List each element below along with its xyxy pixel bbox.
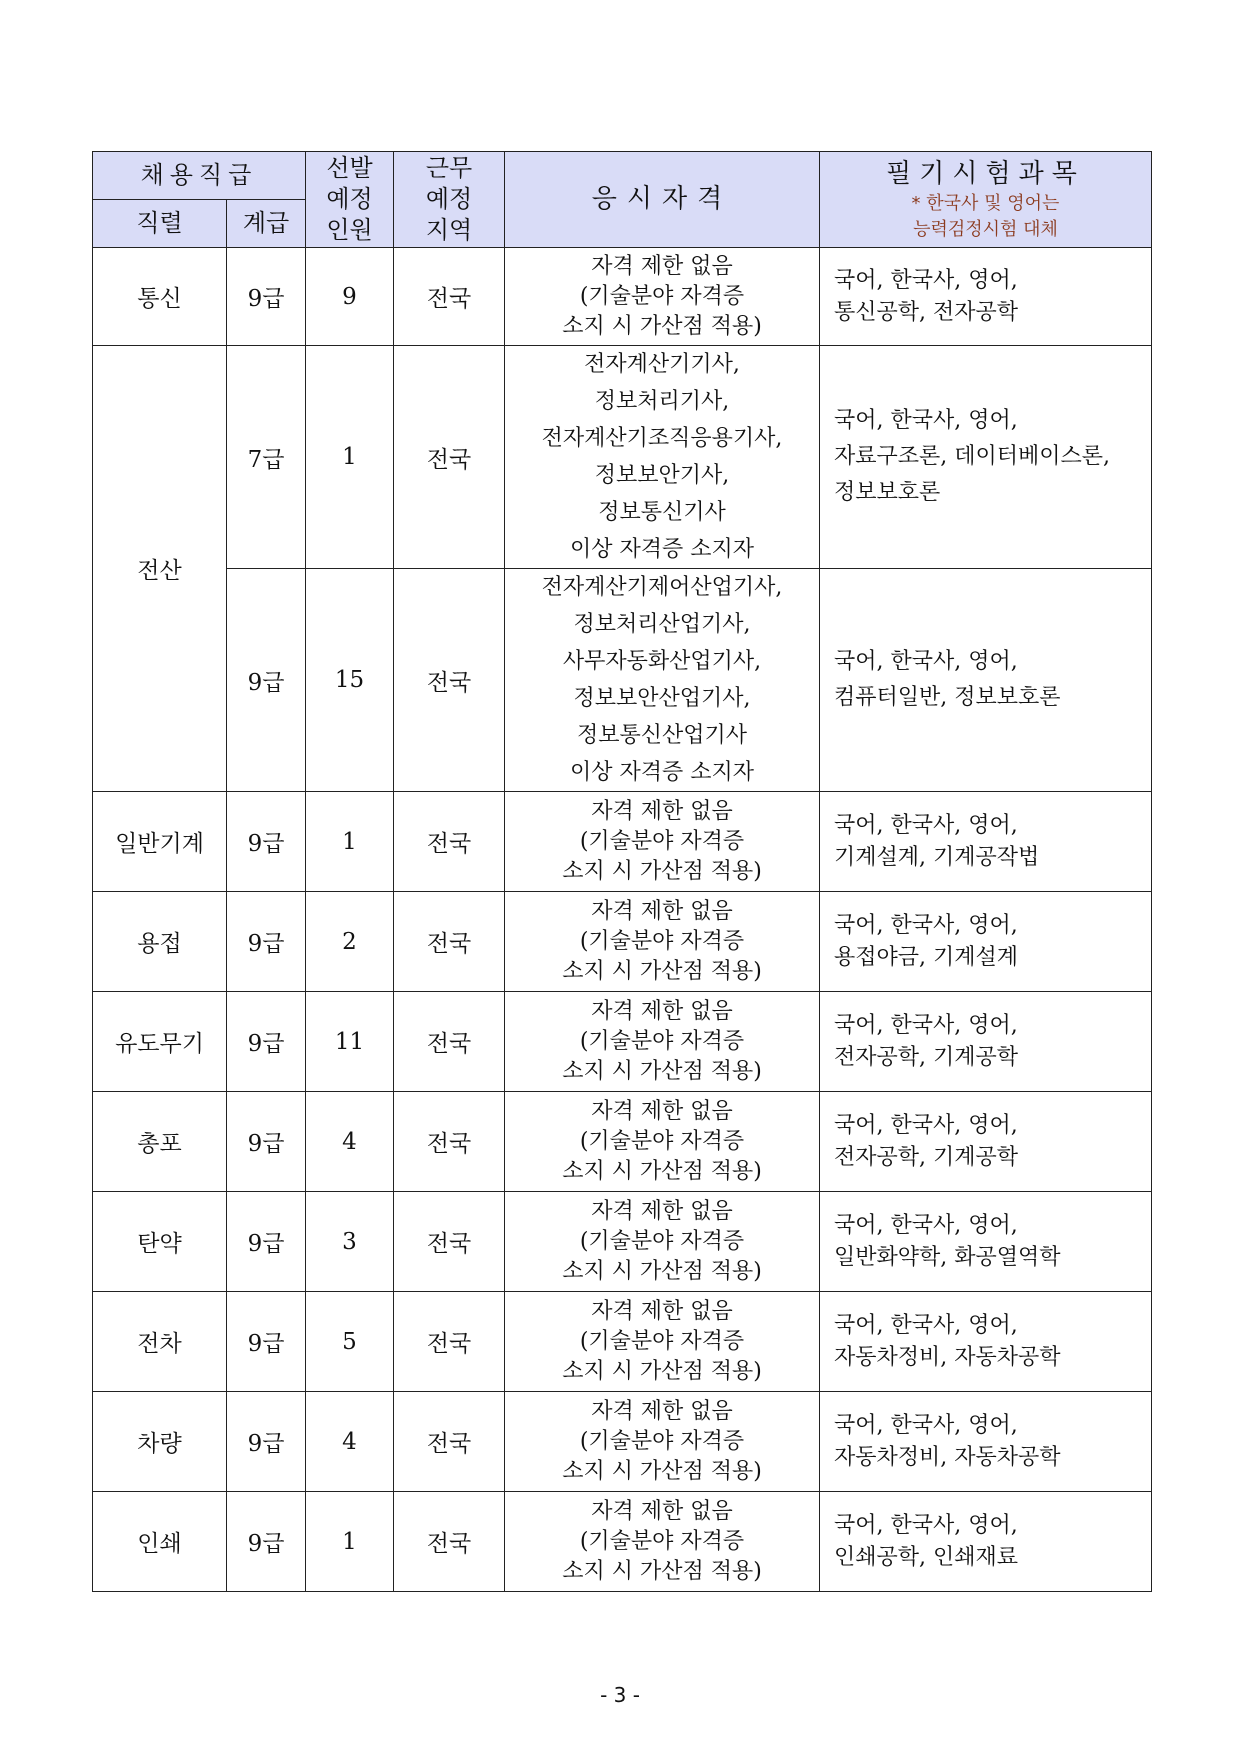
header-selection-count: [306, 152, 394, 248]
qual-line: 소지 시 가산점 적용): [562, 1458, 762, 1484]
qual-line: (기술분야 자격증: [579, 1228, 745, 1254]
qual-line: 소지 시 가산점 적용): [562, 1358, 762, 1384]
grade-cell: 9급: [227, 892, 306, 992]
subject-line: 용접야금, 기계설계: [834, 944, 1019, 970]
table-row: [93, 1392, 1152, 1492]
qual-line: 소지 시 가산점 적용): [562, 1058, 762, 1084]
grade-cell: 9급: [227, 1392, 306, 1492]
qual-line: (기술분야 자격증: [579, 283, 745, 309]
region-cell: 전국: [394, 1192, 505, 1292]
recruitment-table: [92, 151, 1152, 1592]
grade-cell: 9급: [227, 1092, 306, 1192]
qualification-cell: [505, 792, 820, 892]
qual-line: 소지 시 가산점 적용): [562, 1158, 762, 1184]
table-row: [93, 569, 1152, 792]
header-region-line: 근무: [425, 154, 473, 182]
table-row: [93, 1092, 1152, 1192]
table-row: [93, 792, 1152, 892]
header-count-line: 선발: [326, 154, 373, 182]
count-cell: 1: [306, 792, 394, 892]
count-cell: 4: [306, 1392, 394, 1492]
subject-line: 국어, 한국사, 영어,: [834, 912, 1018, 938]
header-job-series: 직렬: [93, 200, 227, 248]
qual-line: 소지 시 가산점 적용): [562, 1258, 762, 1284]
header-written-subjects: [820, 152, 1152, 248]
region-cell: 전국: [394, 892, 505, 992]
count-cell: 9: [306, 248, 394, 346]
qual-line: 정보처리기사,: [594, 389, 730, 414]
qualification-cell: [505, 1492, 820, 1592]
job-cell: 유도무기: [93, 992, 227, 1092]
job-cell: 통신: [93, 248, 227, 346]
qualification-cell: [505, 1392, 820, 1492]
subjects-cell: [820, 792, 1152, 892]
header-recruit-grade-group: 채용직급: [93, 152, 306, 200]
job-cell: 차량: [93, 1392, 227, 1492]
qual-line: 자격 제한 없음: [591, 998, 733, 1024]
qual-line: (기술분야 자격증: [579, 928, 745, 954]
qual-line: 자격 제한 없음: [591, 253, 733, 279]
qualification-cell: [505, 1292, 820, 1392]
qual-line: 정보처리산업기사,: [573, 612, 751, 637]
qual-line: (기술분야 자격증: [579, 1428, 745, 1454]
subject-line: 국어, 한국사, 영어,: [834, 1412, 1018, 1438]
qual-line: 정보통신산업기사: [576, 723, 748, 748]
qual-line: (기술분야 자격증: [579, 1028, 745, 1054]
qual-line: 소지 시 가산점 적용): [562, 858, 762, 884]
subjects-cell: [820, 1292, 1152, 1392]
count-cell: 1: [306, 1492, 394, 1592]
subject-line: 국어, 한국사, 영어,: [834, 812, 1018, 838]
grade-cell: 9급: [227, 569, 306, 792]
header-count-line: 예정: [326, 185, 373, 213]
header-work-region: [394, 152, 505, 248]
subjects-cell: [820, 1092, 1152, 1192]
header-count-line: 인원: [326, 216, 373, 244]
qual-line: (기술분야 자격증: [579, 828, 745, 854]
qual-line: 자격 제한 없음: [591, 898, 733, 924]
count-cell: 3: [306, 1192, 394, 1292]
qual-line: 사무자동화산업기사,: [562, 649, 762, 674]
subjects-cell: [820, 992, 1152, 1092]
subject-line: 전자공학, 기계공학: [834, 1144, 1019, 1170]
subject-line: 국어, 한국사, 영어,: [834, 1112, 1018, 1138]
count-cell: 4: [306, 1092, 394, 1192]
qualification-cell: [505, 892, 820, 992]
subject-line: 통신공학, 전자공학: [834, 299, 1019, 325]
qual-line: (기술분야 자격증: [579, 1328, 745, 1354]
grade-cell: 9급: [227, 992, 306, 1092]
region-cell: 전국: [394, 569, 505, 792]
subject-line: 자동차정비, 자동차공학: [834, 1344, 1061, 1370]
table-row: [93, 892, 1152, 992]
qualification-cell: [505, 248, 820, 346]
job-cell: 전차: [93, 1292, 227, 1392]
note-line: 능력검정시험 대체: [913, 218, 1058, 240]
table-row: [93, 1292, 1152, 1392]
qual-line: (기술분야 자격증: [579, 1128, 745, 1154]
count-cell: 5: [306, 1292, 394, 1392]
header-qualification: 응시자격: [505, 152, 820, 248]
subjects-cell: [820, 248, 1152, 346]
count-cell: 1: [306, 346, 394, 569]
subjects-cell: [820, 1392, 1152, 1492]
subject-line: 국어, 한국사, 영어,: [834, 649, 1018, 674]
count-cell: 15: [306, 569, 394, 792]
count-cell: 11: [306, 992, 394, 1092]
grade-cell: 9급: [227, 1192, 306, 1292]
qual-line: 자격 제한 없음: [591, 1098, 733, 1124]
qual-line: 소지 시 가산점 적용): [562, 313, 762, 339]
qual-line: 소지 시 가산점 적용): [562, 1558, 762, 1584]
subjects-cell: [820, 1492, 1152, 1592]
subjects-cell: [820, 892, 1152, 992]
qual-line: 자격 제한 없음: [591, 1398, 733, 1424]
subject-line: 기계설계, 기계공작법: [834, 844, 1040, 870]
qual-line: 자격 제한 없음: [591, 1298, 733, 1324]
subjects-cell: [820, 569, 1152, 792]
table-row: [93, 346, 1152, 569]
job-cell: 일반기계: [93, 792, 227, 892]
qual-line: (기술분야 자격증: [579, 1528, 745, 1554]
qual-line: 정보통신기사: [598, 500, 726, 525]
job-cell: 총포: [93, 1092, 227, 1192]
qualification-cell: [505, 346, 820, 569]
header-subjects-note: [820, 191, 1151, 243]
subject-line: 전자공학, 기계공학: [834, 1044, 1019, 1070]
qual-line: 전자계산기제어산업기사,: [541, 575, 783, 600]
qual-line: 전자계산기기사,: [584, 352, 740, 377]
table-row: [93, 248, 1152, 346]
job-cell: 인쇄: [93, 1492, 227, 1592]
subject-line: 자동차정비, 자동차공학: [834, 1444, 1061, 1470]
subject-line: 국어, 한국사, 영어,: [834, 1512, 1018, 1538]
qualification-cell: [505, 992, 820, 1092]
subject-line: 정보보호론: [834, 480, 941, 505]
qualification-cell: [505, 1192, 820, 1292]
table-row: [93, 1492, 1152, 1592]
table-row: [93, 1192, 1152, 1292]
grade-cell: 9급: [227, 248, 306, 346]
grade-cell: 7급: [227, 346, 306, 569]
grade-cell: 9급: [227, 1292, 306, 1392]
qual-line: 자격 제한 없음: [591, 798, 733, 824]
qualification-cell: [505, 569, 820, 792]
qual-line: 자격 제한 없음: [591, 1498, 733, 1524]
grade-cell: 9급: [227, 792, 306, 892]
qual-line: 이상 자격증 소지자: [569, 537, 754, 562]
table-row: [93, 992, 1152, 1092]
count-cell: 2: [306, 892, 394, 992]
grade-cell: 9급: [227, 1492, 306, 1592]
region-cell: 전국: [394, 248, 505, 346]
subject-line: 국어, 한국사, 영어,: [834, 408, 1018, 433]
header-region-line: 지역: [425, 216, 473, 244]
subjects-cell: [820, 346, 1152, 569]
subject-line: 국어, 한국사, 영어,: [834, 1012, 1018, 1038]
region-cell: 전국: [394, 1492, 505, 1592]
header-grade: 계급: [227, 200, 306, 248]
note-line: * 한국사 및 영어는: [911, 192, 1060, 214]
page-number: - 3 -: [600, 1683, 640, 1707]
header-subjects-title: 필기시험과목: [886, 158, 1085, 189]
region-cell: 전국: [394, 1392, 505, 1492]
subject-line: 국어, 한국사, 영어,: [834, 267, 1018, 293]
job-cell: 용접: [93, 892, 227, 992]
qualification-cell: [505, 1092, 820, 1192]
subject-line: 컴퓨터일반, 정보보호론: [834, 685, 1061, 710]
qual-line: 정보보안산업기사,: [573, 686, 751, 711]
subjects-cell: [820, 1192, 1152, 1292]
qual-line: 정보보안기사,: [594, 463, 730, 488]
qual-line: 전자계산기조직응용기사,: [541, 426, 783, 451]
qual-line: 소지 시 가산점 적용): [562, 958, 762, 984]
region-cell: 전국: [394, 1092, 505, 1192]
region-cell: 전국: [394, 792, 505, 892]
qual-line: 이상 자격증 소지자: [569, 760, 754, 785]
subject-line: 국어, 한국사, 영어,: [834, 1312, 1018, 1338]
job-cell: 탄약: [93, 1192, 227, 1292]
region-cell: 전국: [394, 346, 505, 569]
qual-line: 자격 제한 없음: [591, 1198, 733, 1224]
region-cell: 전국: [394, 992, 505, 1092]
subject-line: 국어, 한국사, 영어,: [834, 1212, 1018, 1238]
subject-line: 인쇄공학, 인쇄재료: [834, 1544, 1019, 1570]
job-cell: 전산: [93, 346, 227, 792]
subject-line: 자료구조론, 데이터베이스론,: [834, 444, 1111, 469]
region-cell: 전국: [394, 1292, 505, 1392]
header-region-line: 예정: [425, 185, 473, 213]
subject-line: 일반화약학, 화공열역학: [834, 1244, 1061, 1270]
